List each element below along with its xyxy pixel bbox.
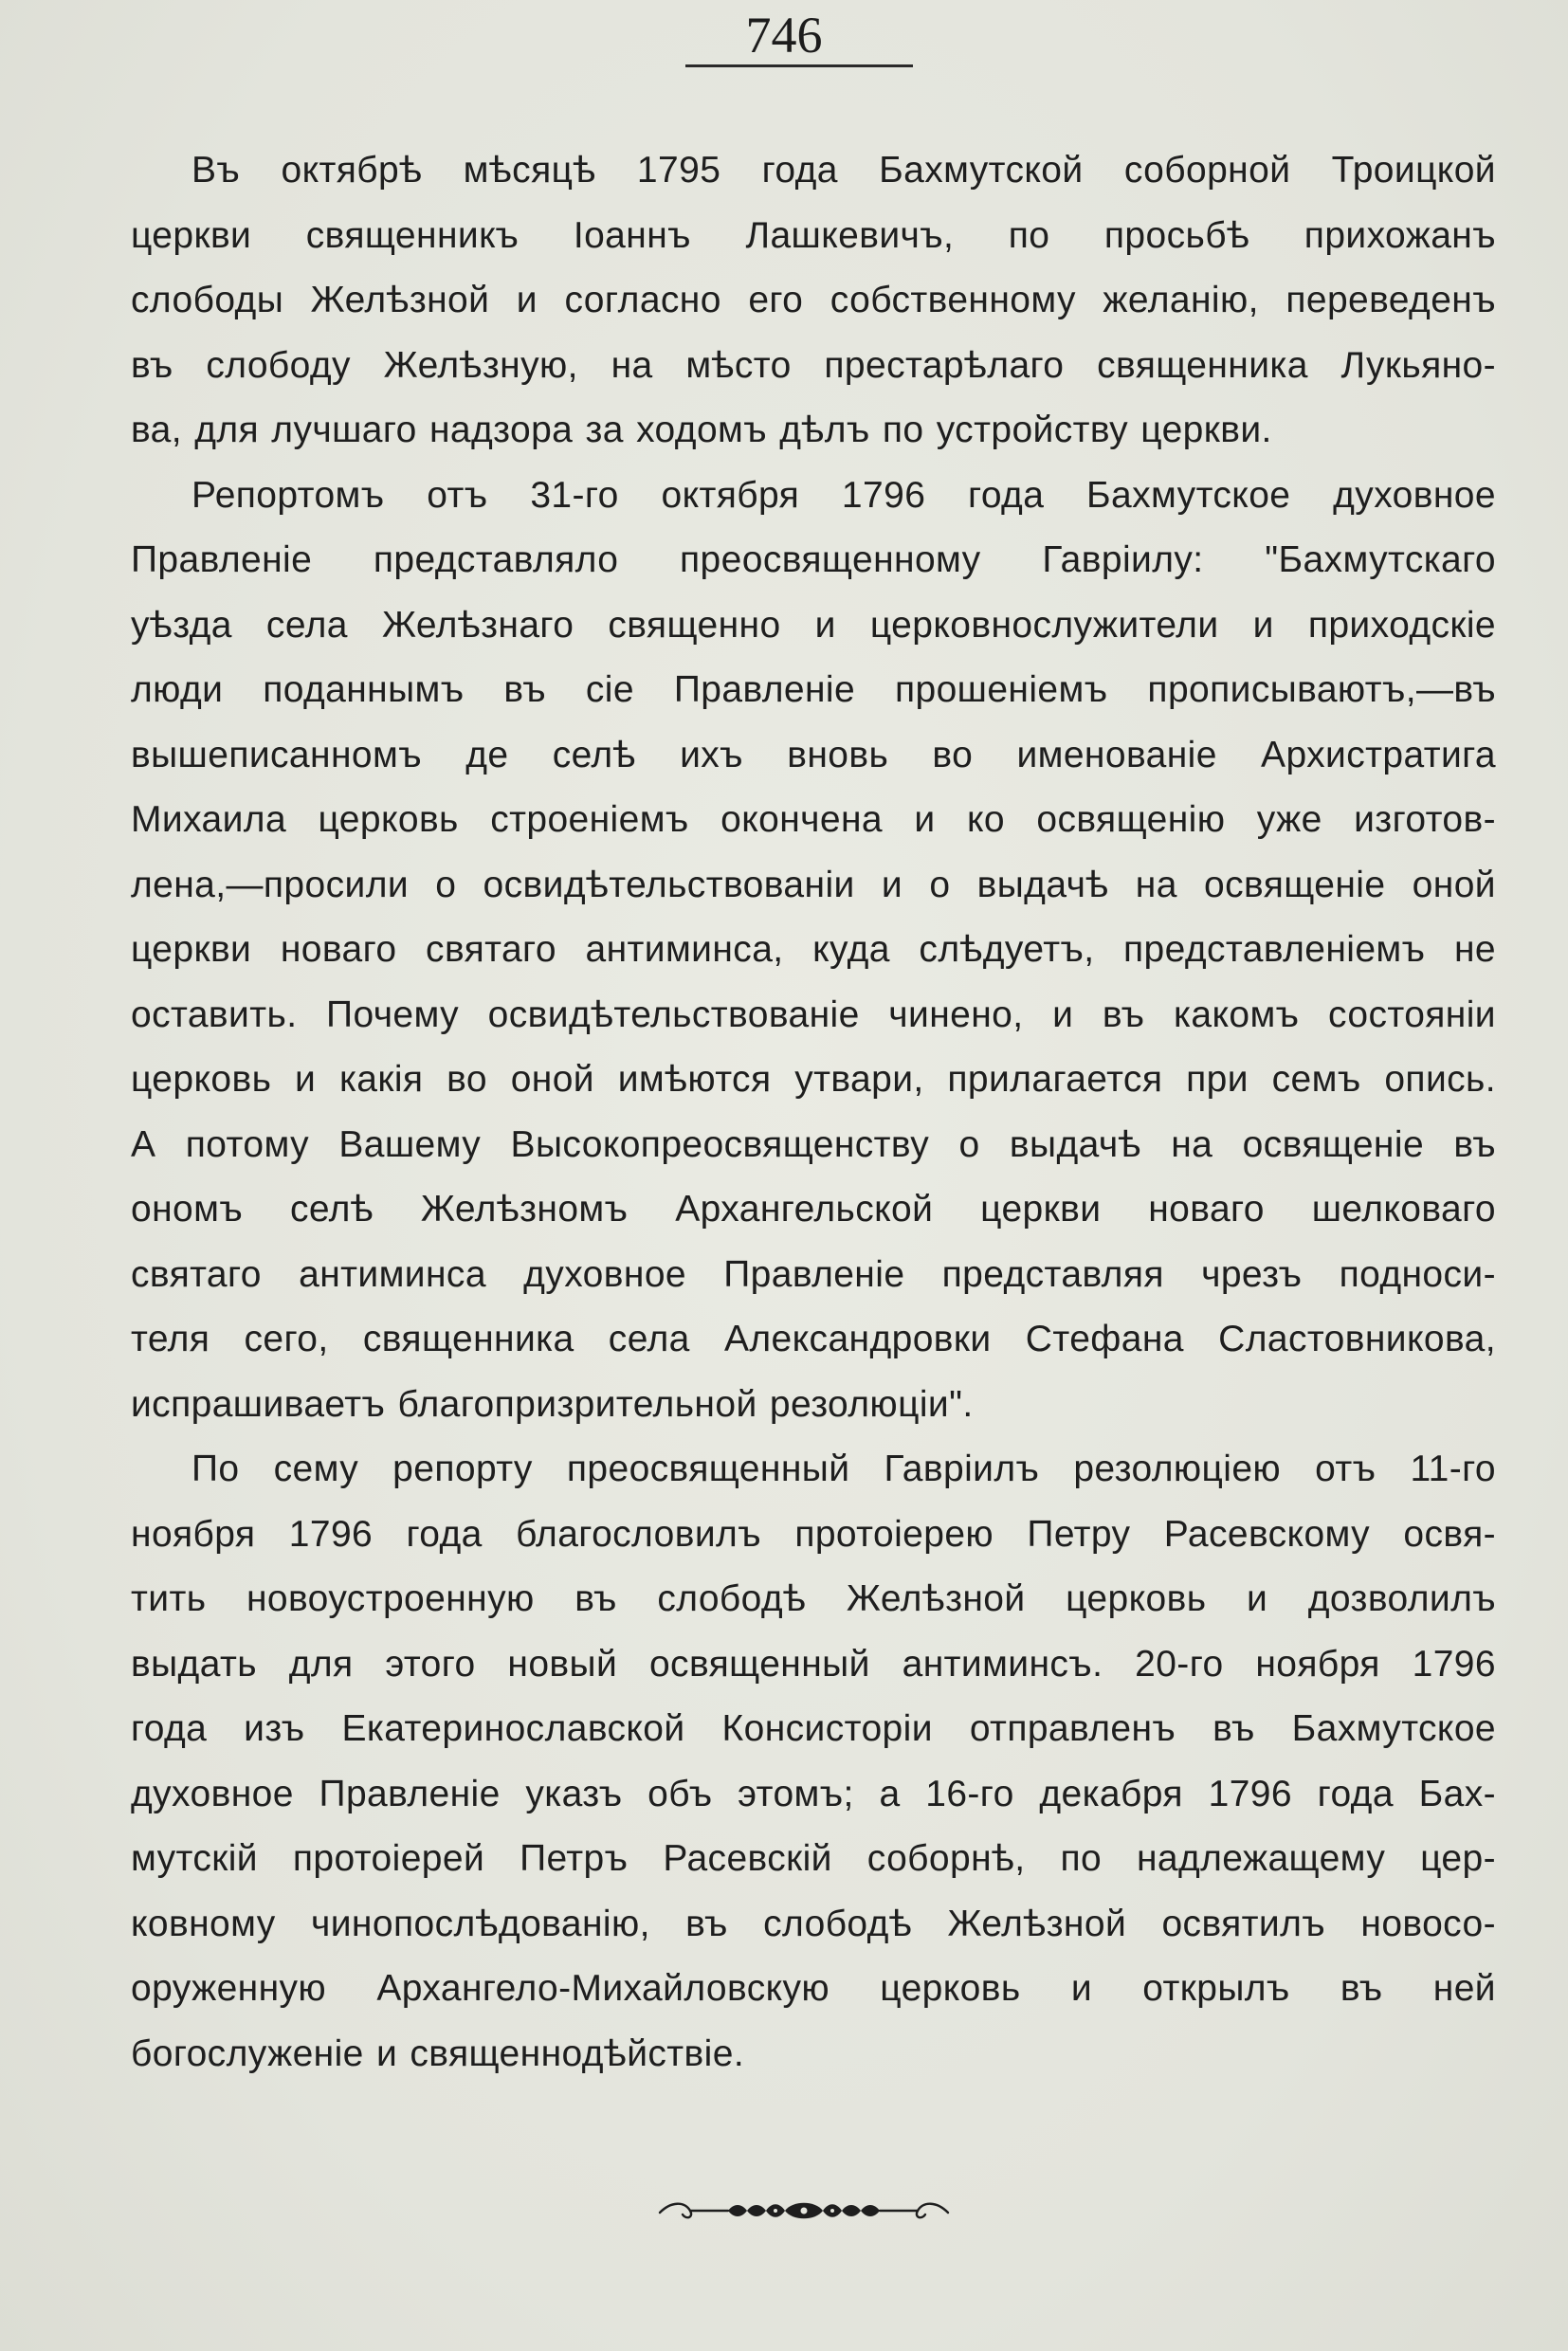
paragraph-1: [131, 138, 1496, 464]
text-line: церкви священникъ Іоаннъ Лашкевичъ, по просьбѣ прихожанъ: [131, 214, 1496, 256]
text-line: А потому Вашему Высокопреосвященству о выдачѣ на освященіе въ: [131, 1123, 1496, 1165]
text-line: люди поданнымъ въ сіе Правленіе прошеніемъ прописываютъ,—въ: [131, 669, 1496, 710]
text-line: Въ октябрѣ мѣсяцѣ 1795 года Бахмутской соборной Троицкой: [191, 150, 1496, 191]
text-line: богослуженіе и священнодѣйствіе.: [131, 2032, 745, 2074]
text-line: лена,—просили о освидѣтельствованіи и о выдачѣ на освященіе оной: [131, 864, 1496, 905]
header-rule: [685, 64, 913, 67]
text-line: ва, для лучшаго надзора за ходомъ дѣлъ по устройству церкви.: [131, 410, 1272, 450]
text-line: ноября 1796 года благословилъ протоіерею Петру Расевскому освя-: [131, 1513, 1496, 1555]
text-line: Михаила церковь строеніемъ окончена и ко освященію уже изготов-: [131, 799, 1496, 840]
text-line: тить новоустроенную въ слободѣ Желѣзной церковь и дозволилъ: [131, 1578, 1496, 1619]
text-line: ономъ селѣ Желѣзномъ Архангельской церкви новаго шелковаго: [131, 1189, 1496, 1230]
text-line: церкви новаго святаго антиминса, куда слѣдуетъ, представленіемъ не: [131, 929, 1496, 970]
text-line: мутскій протоіерей Петръ Расевскій соборнѣ, по надлежащему цер-: [131, 1838, 1496, 1879]
text-line: уѣзда села Желѣзнаго священно и церковнослужители и приходскіе: [131, 604, 1496, 646]
text-line: теля сего, священника села Александровки Стефана Сластовникова,: [131, 1319, 1496, 1359]
text-line: испрашиваетъ благопризрительной резолюціи".: [131, 1383, 974, 1425]
body-text: [131, 138, 1496, 2087]
text-line: года изъ Екатеринославской Консисторіи отправленъ въ Бахмутское: [131, 1708, 1496, 1749]
text-line: Репортомъ отъ 31-го октября 1796 года Бахмутское духовное: [191, 474, 1496, 516]
text-line: По сему репорту преосвященный Гавріилъ резолюціею отъ 11-го: [191, 1449, 1496, 1489]
text-line: оставить. Почему освидѣтельствованіе чинено, и въ какомъ состояніи: [131, 993, 1496, 1035]
text-line: слободы Желѣзной и согласно его собственному желанію, переведенъ: [131, 280, 1496, 320]
text-line: въ слободу Желѣзную, на мѣсто престарѣлаго священника Лукьяно-: [131, 344, 1496, 386]
text-line: церковь и какія во оной имѣются утвари, прилагается при семъ опись.: [131, 1059, 1496, 1100]
text-line: Правленіе представляло преосвященному Гавріилу: "Бахмутскаго: [131, 539, 1496, 580]
paragraph-3: [131, 1437, 1496, 2087]
text-line: оруженную Архангело-Михайловскую церковь и открылъ въ ней: [131, 1968, 1496, 2009]
page-number: 746: [745, 7, 823, 64]
paragraph-2: [131, 464, 1496, 1438]
text-line: ковному чинопослѣдованію, въ слободѣ Желѣзной освятилъ новосо-: [131, 1903, 1496, 1944]
ornament-divider-icon: [652, 2192, 956, 2230]
text-line: духовное Правленіе указъ объ этомъ; а 16-го декабря 1796 года Бах-: [131, 1773, 1496, 1814]
text-line: вышеписанномъ де селѣ ихъ вновь во именованіе Архистратига: [131, 734, 1496, 775]
text-line: выдать для этого новый освященный антиминсъ. 20-го ноября 1796: [131, 1643, 1496, 1685]
text-line: святаго антиминса духовное Правленіе представляя чрезъ подноси-: [131, 1253, 1496, 1295]
